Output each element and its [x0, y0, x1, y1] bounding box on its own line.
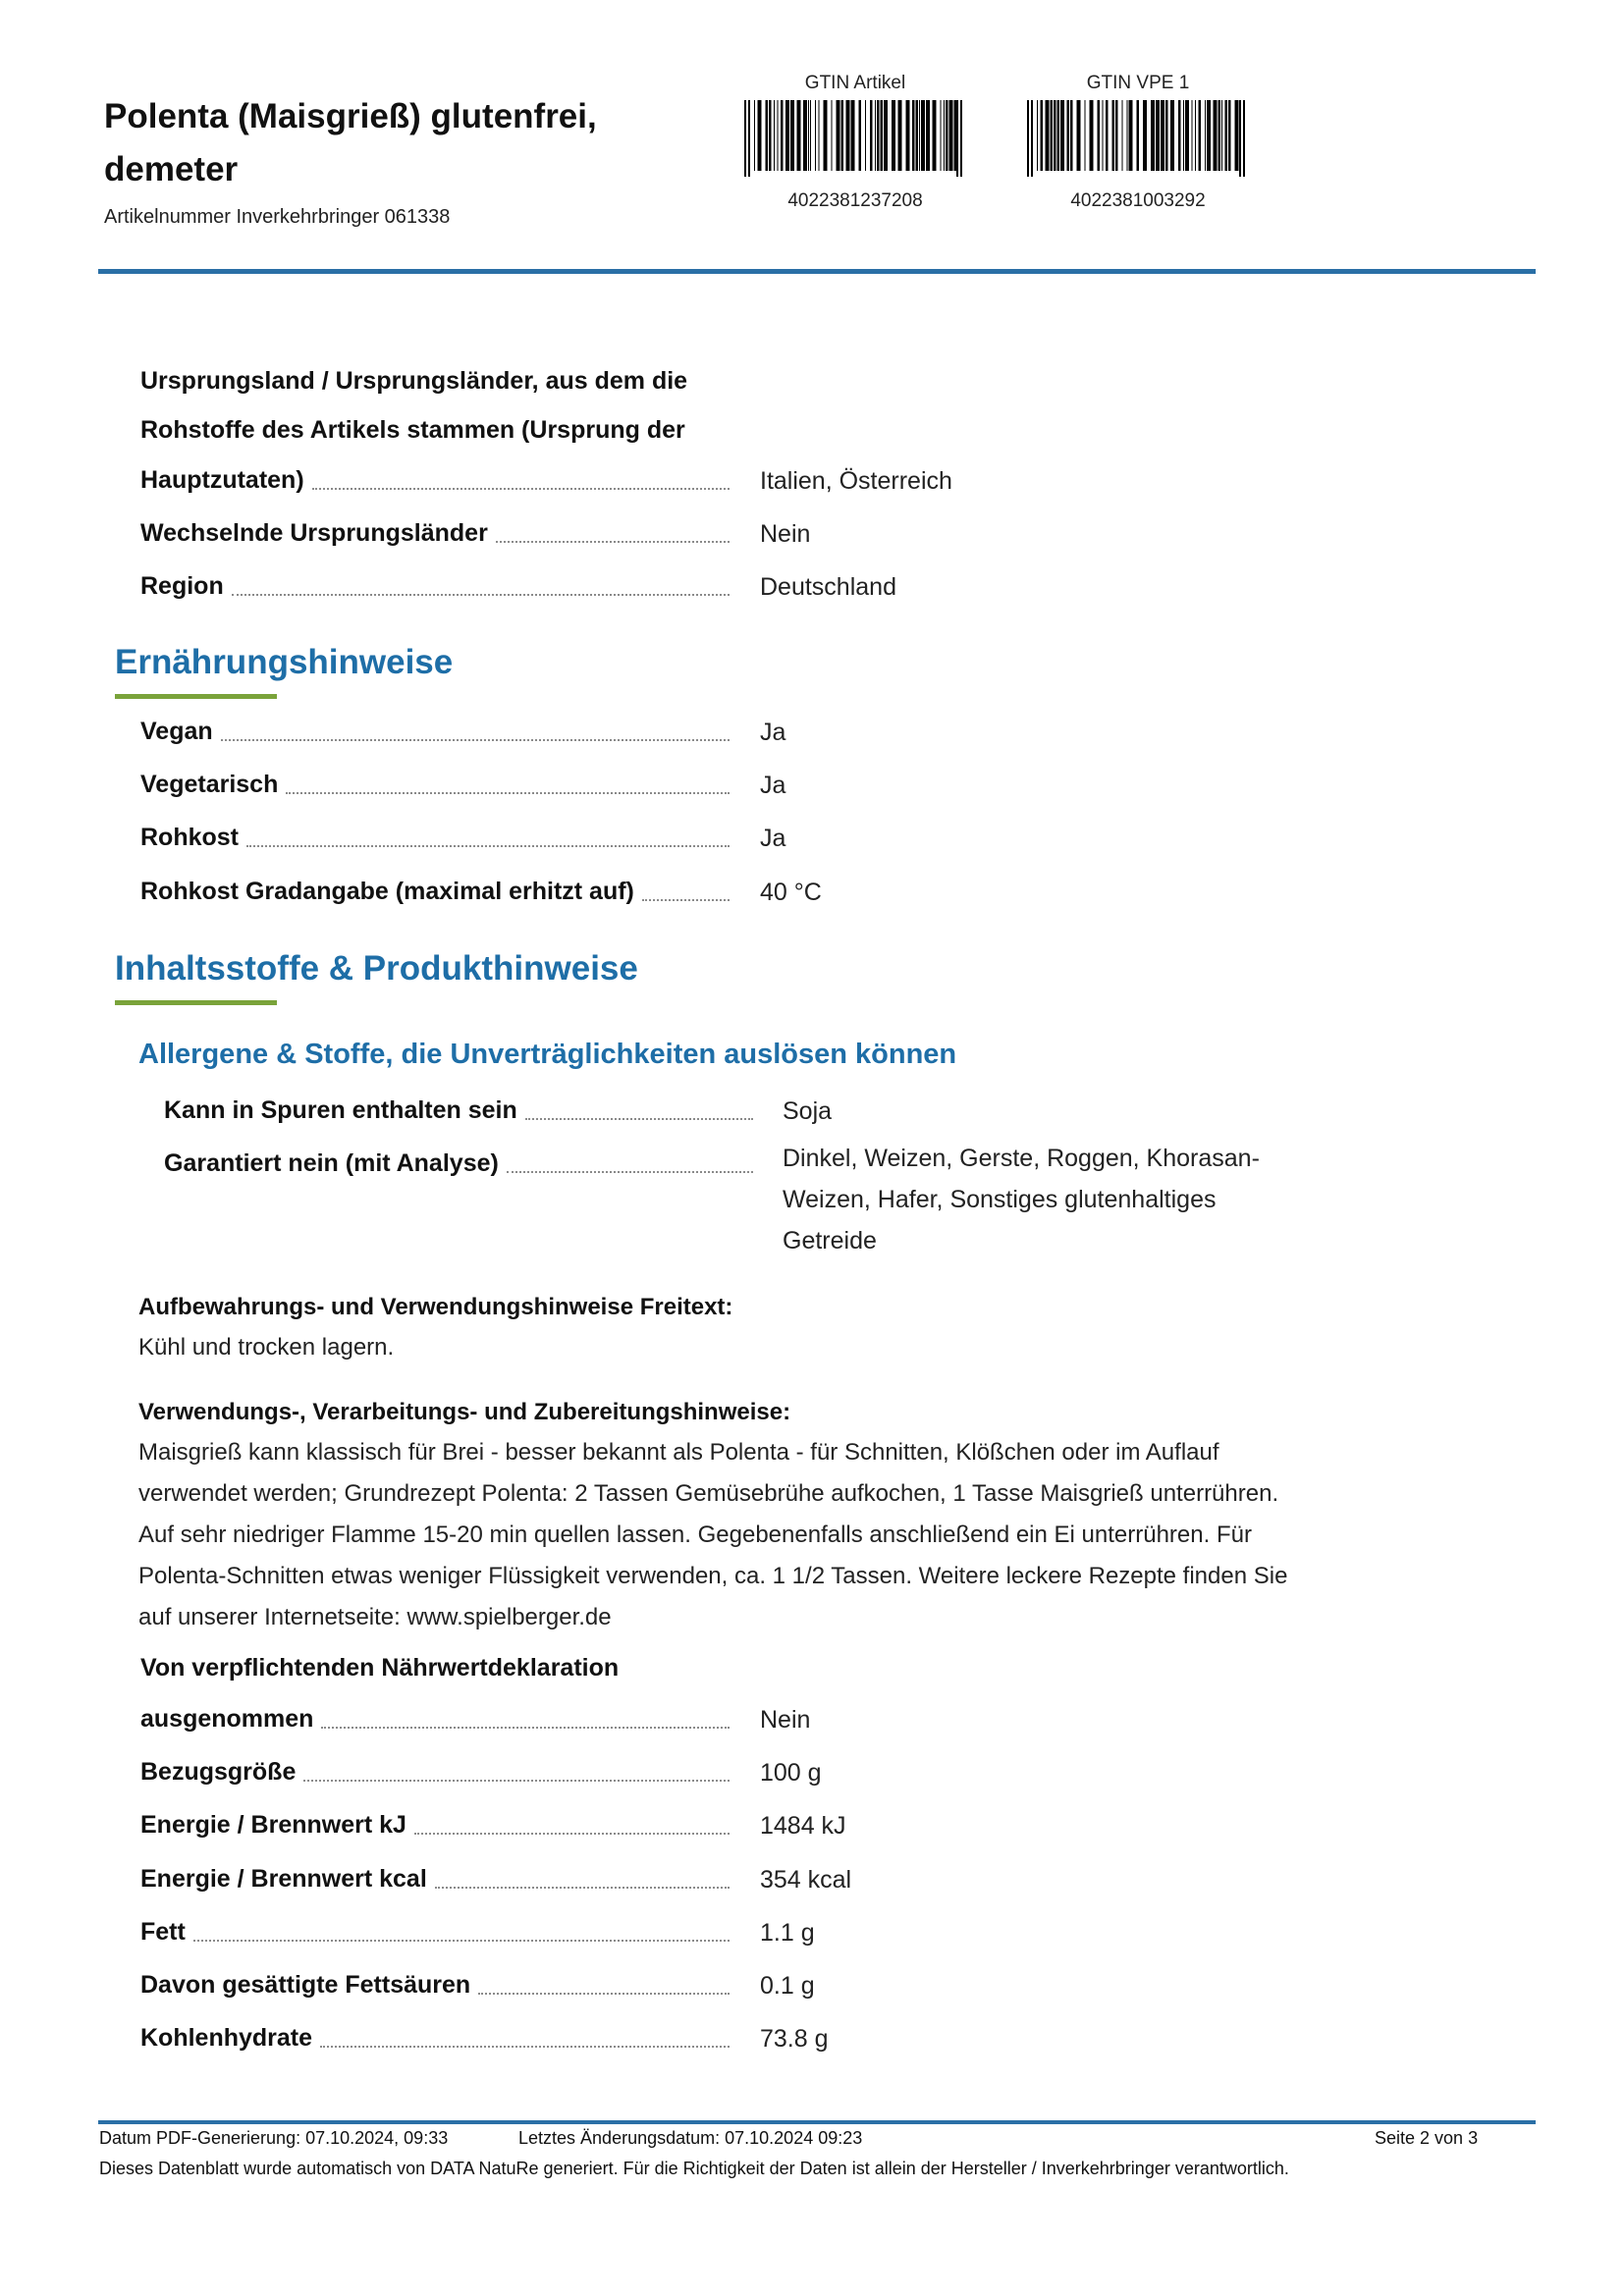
- barcode-bar: [1207, 100, 1211, 171]
- barcode-bar: [1192, 100, 1193, 171]
- vegetarian-value: Ja: [760, 772, 786, 799]
- gtin-article-label: GTIN Artikel: [804, 73, 906, 93]
- footer-generated-date: Datum PDF-Generierung: 07.10.2024, 09:33: [99, 2128, 449, 2148]
- barcode-guard-bar: [1239, 100, 1241, 177]
- dot-leader: [507, 1171, 753, 1173]
- dot-leader: [286, 792, 730, 794]
- vegan-value: Ja: [760, 719, 786, 746]
- article-number: Artikelnummer Inverkehrbringer 061338: [104, 206, 451, 228]
- dot-leader: [232, 594, 730, 596]
- barcode-bar: [875, 100, 876, 171]
- barcode-bar: [1051, 100, 1054, 171]
- energy-kcal-value: 354 kcal: [760, 1866, 852, 1894]
- dot-leader: [478, 1993, 730, 1995]
- dot-leader: [414, 1833, 730, 1835]
- section-underline: [115, 1000, 277, 1005]
- barcode-bar: [1103, 100, 1104, 171]
- barcode-bar: [1077, 100, 1081, 171]
- barcode-guard-bar: [960, 100, 962, 177]
- barcode-bar: [1178, 100, 1181, 171]
- region-row: [140, 561, 733, 611]
- fat-row: [140, 1907, 733, 1956]
- changing-origin-label: Wechselnde Ursprungsländer: [140, 519, 488, 547]
- barcode-gtin-article: [742, 100, 968, 177]
- barcode-bar: [1112, 100, 1115, 171]
- dot-leader: [496, 541, 730, 543]
- fat-value: 1.1 g: [760, 1919, 815, 1947]
- barcode-bar: [1090, 100, 1094, 171]
- barcode-bar: [846, 100, 850, 171]
- exempt-label-line-1: Von verpflichtenden Nährwertdeklaration: [140, 1654, 620, 1682]
- barcode-bar: [1037, 100, 1038, 171]
- barcode-bar: [1218, 100, 1221, 171]
- dot-leader: [435, 1887, 730, 1889]
- barcode-bar: [944, 100, 945, 171]
- origin-label-line-2: Rohstoffe des Artikels stammen (Ursprung der: [140, 416, 685, 444]
- barcode-bar: [898, 100, 902, 171]
- reference-size-label: Bezugsgröße: [140, 1758, 297, 1786]
- barcode-bar: [1041, 100, 1044, 171]
- fat-label: Fett: [140, 1918, 186, 1946]
- origin-value: Italien, Österreich: [760, 467, 952, 495]
- footer-disclaimer: Dieses Datenblatt wurde automatisch von DATA NatuRe generiert. Für die Richtigkeit der Daten ist allein der Hersteller / Inverkehrbringer verantwortlich.: [99, 2159, 1289, 2178]
- usage-line-2: verwendet werden; Grundrezept Polenta: 2 Tassen Gemüsebrühe aufkochen, 1 Tasse Maisgrieß unterrühren.: [138, 1480, 1279, 1507]
- carbohydrates-value: 73.8 g: [760, 2025, 829, 2053]
- barcode-bar: [1205, 100, 1206, 171]
- energy-kcal-row: [140, 1854, 733, 1903]
- barcode-guard-bar: [1031, 100, 1033, 177]
- dot-leader: [221, 739, 730, 741]
- barcode-bar: [1098, 100, 1101, 171]
- gtin-vpe-block: [1015, 73, 1261, 212]
- barcode-guard-bar: [1027, 100, 1029, 177]
- barcode-bar: [1115, 100, 1118, 171]
- barcode-bar: [824, 100, 828, 171]
- barcode-guard-bar: [748, 100, 750, 177]
- dot-leader: [303, 1780, 730, 1782]
- barcode-bar: [933, 100, 937, 171]
- section-heading-ingredients: Inhaltsstoffe & Produkthinweise: [115, 949, 638, 988]
- barcode-bar: [1129, 100, 1133, 171]
- storage-label: Aufbewahrungs- und Verwendungshinweise Freitext:: [138, 1294, 733, 1320]
- barcode-bar: [778, 100, 779, 171]
- guaranteed-free-value-line-2: Weizen, Hafer, Sonstiges glutenhaltiges: [783, 1186, 1217, 1213]
- raw-food-degree-value: 40 °C: [760, 879, 822, 906]
- barcode-bar: [865, 100, 866, 171]
- barcode-bar: [819, 100, 820, 171]
- barcode-bar: [1228, 100, 1231, 171]
- barcode-bar: [881, 100, 884, 171]
- energy-kcal-label: Energie / Brennwert kcal: [140, 1865, 427, 1893]
- guaranteed-free-label: Garantiert nein (mit Analyse): [164, 1149, 499, 1177]
- barcode-bar: [1143, 100, 1147, 171]
- barcode-bar: [803, 100, 807, 171]
- barcode-bar: [892, 100, 895, 171]
- barcode-bar: [769, 100, 772, 171]
- origin-label-line-1: Ursprungsland / Ursprungsländer, aus dem die: [140, 367, 688, 395]
- energy-kj-label: Energie / Brennwert kJ: [140, 1811, 406, 1839]
- exempt-value: Nein: [760, 1706, 811, 1734]
- origin-row: [140, 455, 733, 505]
- dot-leader: [312, 488, 730, 490]
- barcode-bar: [837, 100, 840, 171]
- reference-size-row: [140, 1747, 733, 1796]
- barcode-bar: [1046, 100, 1050, 171]
- barcode-bar: [774, 100, 775, 171]
- gtin-article-number: 4022381237208: [787, 190, 923, 211]
- barcode-bar: [832, 100, 833, 171]
- barcode-bar: [926, 100, 930, 171]
- barcode-gtin-vpe: [1025, 100, 1251, 177]
- section-heading-nutrition-notes: Ernährungshinweise: [115, 643, 454, 681]
- barcode-bar: [1067, 100, 1070, 171]
- gtin-vpe-number: 4022381003292: [1070, 190, 1206, 211]
- subsection-heading-allergens: Allergene & Stoffe, die Unverträglichkeiten auslösen können: [138, 1039, 957, 1070]
- raw-food-label: Rohkost: [140, 824, 239, 851]
- barcode-bar: [808, 100, 809, 171]
- barcode-guard-bar: [1243, 100, 1245, 177]
- raw-food-degree-label: Rohkost Gradangabe (maximal erhitzt auf): [140, 878, 634, 905]
- vegetarian-label: Vegetarisch: [140, 771, 279, 798]
- dot-leader: [320, 2046, 730, 2048]
- traces-label: Kann in Spuren enthalten sein: [164, 1096, 517, 1124]
- barcode-bar: [916, 100, 919, 171]
- barcode-bar: [1195, 100, 1196, 171]
- barcode-bar: [1199, 100, 1202, 171]
- barcode-bar: [906, 100, 910, 171]
- barcode-bar: [1085, 100, 1086, 171]
- gtin-vpe-label: GTIN VPE 1: [1086, 73, 1190, 93]
- barcode-bar: [1137, 100, 1140, 171]
- barcode-bar: [841, 100, 844, 171]
- barcode-bar: [919, 100, 920, 171]
- guaranteed-free-value-line-3: Getreide: [783, 1227, 877, 1255]
- barcode-bar: [1170, 100, 1174, 171]
- saturated-fat-value: 0.1 g: [760, 1972, 815, 2000]
- saturated-fat-row: [140, 1960, 733, 2009]
- barcode-bar: [1060, 100, 1064, 171]
- raw-food-row: [140, 813, 733, 862]
- vegan-label: Vegan: [140, 718, 213, 745]
- barcode-bar: [766, 100, 769, 171]
- vegetarian-row: [140, 760, 733, 809]
- traces-value: Soja: [783, 1097, 833, 1125]
- footer-page-number: Seite 2 von 3: [1375, 2128, 1479, 2148]
- barcode-bar: [1070, 100, 1073, 171]
- usage-line-1: Maisgrieß kann klassisch für Brei - besser bekannt als Polenta - für Schnitten, Klößchen oder im Auflauf: [138, 1439, 1219, 1466]
- section-underline: [115, 694, 277, 699]
- barcode-bar: [1156, 100, 1160, 171]
- barcode-bar: [912, 100, 915, 171]
- barcode-bar: [921, 100, 925, 171]
- usage-label: Verwendungs-, Verarbeitungs- und Zubereitungshinweise:: [138, 1399, 791, 1425]
- raw-food-value: Ja: [760, 825, 786, 852]
- saturated-fat-label: Davon gesättigte Fettsäuren: [140, 1971, 471, 1999]
- barcode-bar: [810, 100, 811, 171]
- barcode-bar: [1122, 100, 1123, 171]
- usage-line-5: auf unserer Internetseite: www.spielberger.de: [138, 1604, 612, 1630]
- barcode-bar: [1185, 100, 1189, 171]
- guaranteed-free-value-line-1: Dinkel, Weizen, Gerste, Roggen, Khorasan-: [783, 1145, 1260, 1172]
- header-divider: [98, 269, 1536, 274]
- footer-changed-date: Letztes Änderungsdatum: 07.10.2024 09:23: [518, 2128, 863, 2148]
- usage-line-4: Polenta-Schnitten etwas weniger Flüssigkeit verwenden, ca. 1 1/2 Tassen. Weitere leckere Rezepte finden Sie: [138, 1563, 1288, 1589]
- barcode-bar: [941, 100, 942, 171]
- barcode-bar: [877, 100, 880, 171]
- barcode-bar: [1165, 100, 1168, 171]
- dot-leader: [321, 1727, 730, 1729]
- barcode-bar: [1225, 100, 1228, 171]
- barcode-bar: [754, 100, 755, 171]
- barcode-bar: [859, 100, 862, 171]
- dot-leader: [193, 1940, 730, 1942]
- barcode-bar: [1106, 100, 1109, 171]
- dot-leader: [246, 845, 730, 847]
- barcode-bar: [815, 100, 816, 171]
- raw-food-degree-row: [140, 867, 733, 916]
- barcode-bar: [790, 100, 794, 171]
- origin-label-line-3: Hauptzutaten): [140, 466, 304, 494]
- barcode-guard-bar: [744, 100, 746, 177]
- carbohydrates-row: [140, 2013, 733, 2062]
- dot-leader: [525, 1118, 753, 1120]
- barcode-bar: [1221, 100, 1222, 171]
- footer-divider: [98, 2120, 1536, 2124]
- barcode-bar: [758, 100, 762, 171]
- barcode-bar: [1151, 100, 1155, 171]
- changing-origin-row: [140, 508, 733, 558]
- exempt-label-line-2: ausgenommen: [140, 1705, 314, 1733]
- barcode-bar: [1127, 100, 1128, 171]
- guaranteed-free-row: [164, 1139, 757, 1188]
- barcode-bar: [946, 100, 948, 171]
- barcode-bar: [1235, 100, 1239, 171]
- barcode-bar: [797, 100, 801, 171]
- barcode-bar: [884, 100, 888, 171]
- barcode-bar: [954, 100, 957, 171]
- barcode-guard-bar: [956, 100, 958, 177]
- region-label: Region: [140, 572, 224, 600]
- barcode-bar: [870, 100, 873, 171]
- vegan-row: [140, 707, 733, 756]
- usage-line-3: Auf sehr niedriger Flamme 15-20 min quellen lassen. Gegebenenfalls anschließend ein Ei unterrühren. Für: [138, 1522, 1252, 1548]
- energy-kj-value: 1484 kJ: [760, 1812, 846, 1840]
- barcode-bar: [781, 100, 784, 171]
- energy-kj-row: [140, 1800, 733, 1849]
- dot-leader: [642, 899, 730, 901]
- traces-row: [164, 1086, 757, 1135]
- barcode-bar: [1057, 100, 1060, 171]
- barcode-bar: [1183, 100, 1184, 171]
- product-title: Polenta (Maisgrieß) glutenfrei, demeter: [104, 97, 597, 188]
- barcode-bar: [1161, 100, 1164, 171]
- reference-size-value: 100 g: [760, 1759, 822, 1787]
- exempt-row: [140, 1694, 733, 1743]
- region-value: Deutschland: [760, 573, 896, 601]
- changing-origin-value: Nein: [760, 520, 811, 548]
- carbohydrates-label: Kohlenhydrate: [140, 2024, 313, 2052]
- barcode-bar: [949, 100, 953, 171]
- storage-text: Kühl und trocken lagern.: [138, 1334, 395, 1361]
- barcode-bar: [851, 100, 855, 171]
- gtin-article-block: [732, 73, 978, 212]
- barcode-bar: [1214, 100, 1218, 171]
- barcode-bar: [785, 100, 789, 171]
- barcode-bar: [1054, 100, 1056, 171]
